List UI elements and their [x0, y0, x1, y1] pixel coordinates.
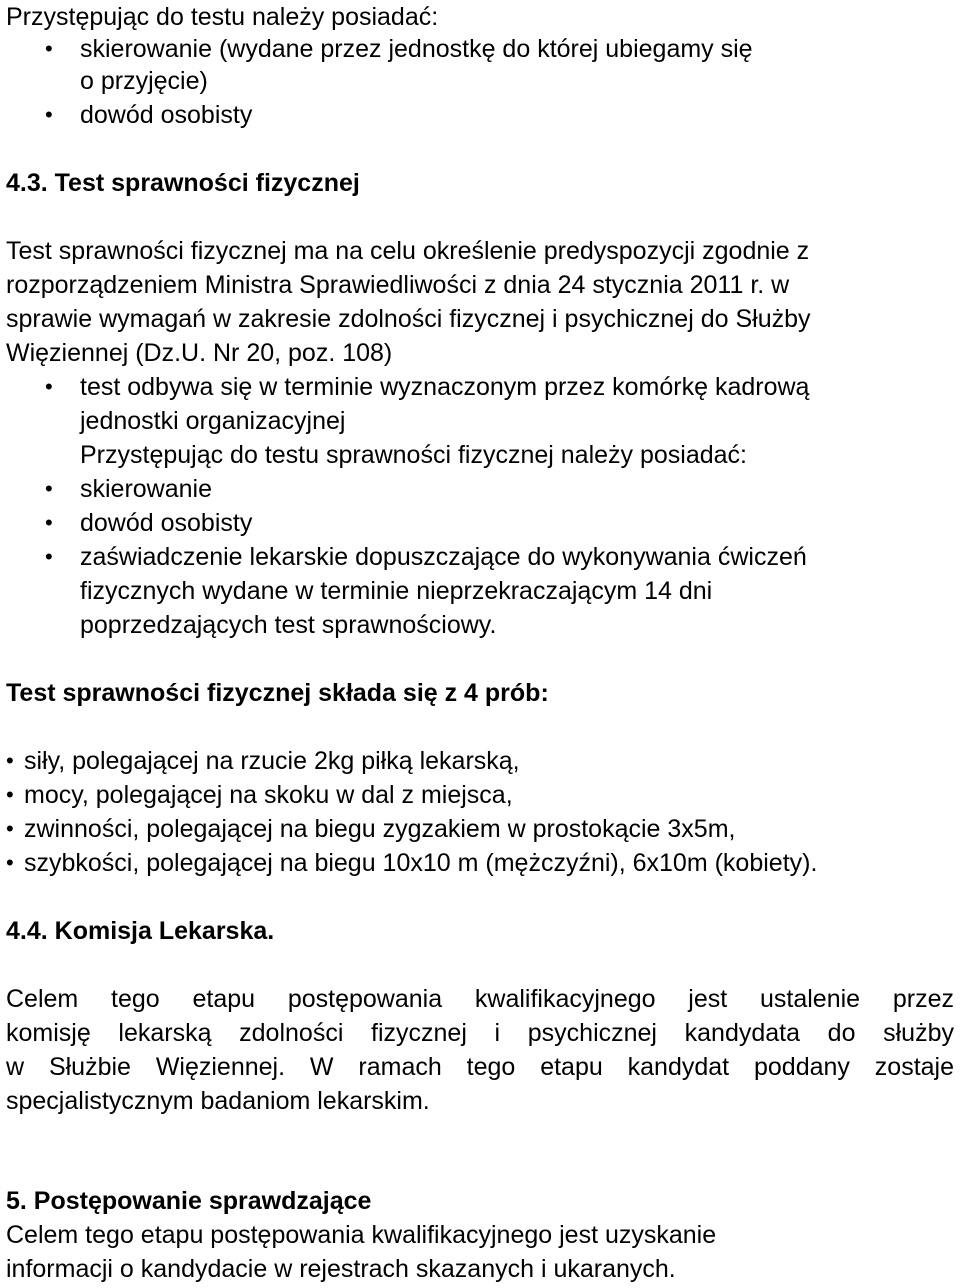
section-4-3-sublead: Przystępując do testu sprawności fizycznej należy posiadać:	[80, 441, 747, 469]
section-4-3-item-dowod: dowód osobisty	[80, 509, 253, 537]
trial-item: siły, polegającej na rzucie 2kg piłką lekarską,	[24, 747, 520, 775]
trial-item: szybkości, polegającej na biegu 10x10 m (mężczyźni), 6x10m (kobiety).	[24, 849, 818, 877]
section-4-3-bullet1-line2: jednostki organizacyjnej	[80, 407, 346, 435]
section-4-4-para-line: Celem tego etapu postępowania kwalifikacyjnego jest ustalenie przez	[6, 985, 954, 1013]
section-4-3-para-line: Test sprawności fizycznej ma na celu określenie predyspozycji zgodnie z	[6, 237, 810, 265]
section-4-3-cert-line: fizycznych wydane w terminie nieprzekraczającym 14 dni	[80, 577, 713, 605]
bullet-icon: •	[6, 850, 14, 875]
intro-item-2: dowód osobisty	[80, 101, 253, 129]
section-4-3-para-line: Więziennej (Dz.U. Nr 20, poz. 108)	[6, 339, 393, 367]
section-4-4-para-line: specjalistycznym badaniom lekarskim.	[6, 1087, 430, 1115]
section-5-heading: 5. Postępowanie sprawdzające	[6, 1187, 372, 1215]
bullet-icon: •	[6, 748, 14, 773]
section-4-4-para-line: w Służbie Więziennej. W ramach tego etapu kandydat poddany zostaje	[6, 1053, 954, 1081]
trials-heading: Test sprawności fizycznej składa się z 4 prób:	[6, 679, 549, 707]
bullet-icon: •	[45, 102, 53, 127]
section-4-4-para-line: komisję lekarską zdolności fizycznej i psychicznej kandydata do służby	[6, 1019, 954, 1047]
bullet-icon: •	[45, 510, 53, 535]
section-4-3-para-line: rozporządzeniem Ministra Sprawiedliwości z dnia 24 stycznia 2011 r. w	[6, 271, 790, 299]
section-4-3-cert-line: poprzedzających test sprawnościowy.	[80, 611, 497, 639]
bullet-icon: •	[45, 374, 53, 399]
intro-lead: Przystępując do testu należy posiadać:	[6, 3, 439, 31]
bullet-icon: •	[45, 36, 53, 61]
trial-item: zwinności, polegającej na biegu zygzakiem w prostokącie 3x5m,	[24, 815, 736, 843]
bullet-icon: •	[45, 544, 53, 569]
section-5-para-line: informacji o kandydacie w rejestrach skazanych i ukaranych.	[6, 1255, 676, 1283]
section-4-3-heading: 4.3. Test sprawności fizycznej	[6, 169, 360, 197]
section-5-para-line: Celem tego etapu postępowania kwalifikacyjnego jest uzyskanie	[6, 1221, 717, 1249]
intro-item-1-line1: skierowanie (wydane przez jednostkę do której ubiegamy się	[80, 35, 753, 63]
section-4-3-para-line: sprawie wymagań w zakresie zdolności fizycznej i psychicznej do Służby	[6, 305, 811, 333]
section-4-4-heading: 4.4. Komisja Lekarska.	[6, 917, 275, 945]
bullet-icon: •	[6, 782, 14, 807]
intro-item-1-line2: o przyjęcie)	[80, 67, 208, 95]
section-4-3-item-skierowanie: skierowanie	[80, 475, 213, 503]
trial-item: mocy, polegającej na skoku w dal z miejsca,	[24, 781, 513, 809]
section-4-3-cert-line: zaświadczenie lekarskie dopuszczające do wykonywania ćwiczeń	[80, 543, 807, 571]
section-4-3-bullet1-line1: test odbywa się w terminie wyznaczonym przez komórkę kadrową	[80, 373, 810, 401]
bullet-icon: •	[45, 476, 53, 501]
bullet-icon: •	[6, 816, 14, 841]
